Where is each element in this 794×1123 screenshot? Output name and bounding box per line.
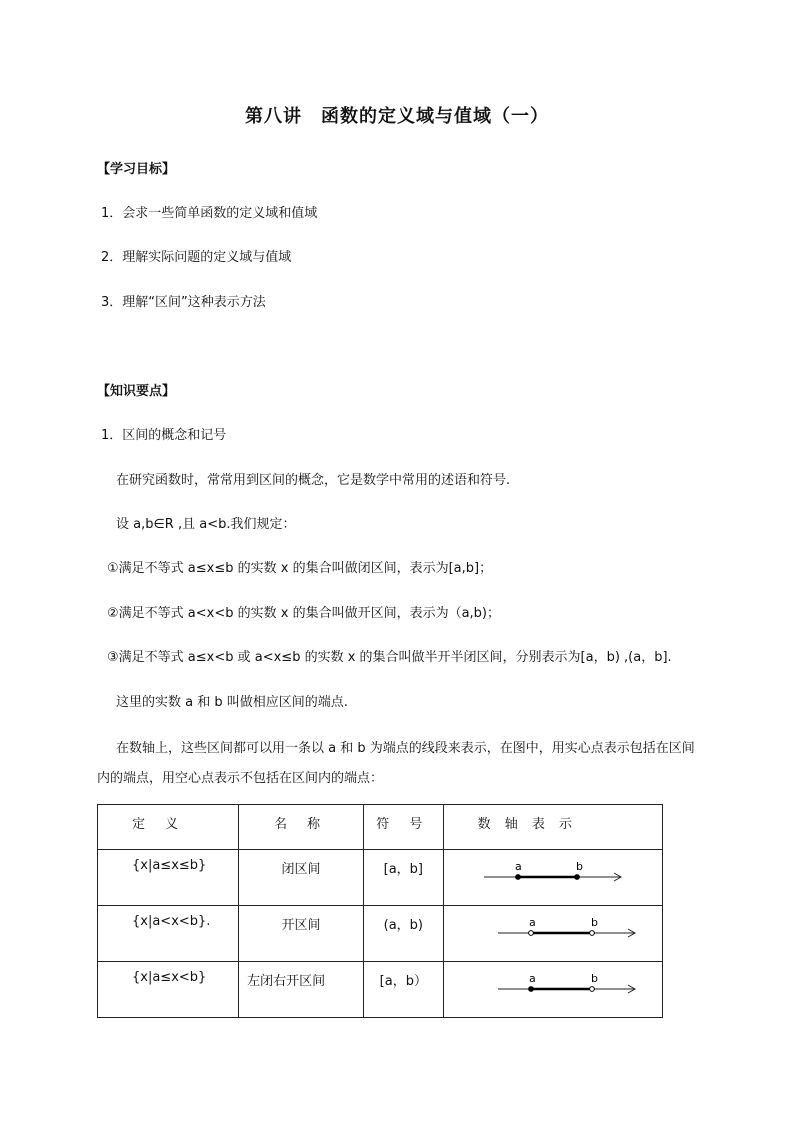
table-row [98, 850, 663, 906]
row-axis [443, 906, 662, 962]
goal-item-3: 3．理解“区间”这种表示方法 [101, 295, 266, 310]
interval-table [97, 804, 663, 1018]
goals-heading: 【学习目标】 [97, 162, 176, 177]
row-axis [443, 850, 662, 906]
endpoint-b [589, 987, 594, 992]
endpoint-b [589, 931, 594, 936]
rule-half-open: ③满足不等式 a≤x<b 或 a<x≤b 的实数 x 的集合叫做半开半闭区间，分别表示为[a，b) ,(a，b]. [107, 650, 672, 665]
goal-item-2: 2．理解实际问题的定义域与值域 [101, 250, 292, 265]
label-b: b [575, 860, 583, 873]
section-title: 1．区间的概念和记号 [101, 428, 227, 443]
label-b: b [590, 972, 598, 985]
row-definition: {x|a<x<b}. [98, 906, 239, 962]
row-symbol: [a，b] [363, 850, 443, 906]
header-symbol: 符 号 [363, 805, 443, 850]
label-a: a [528, 916, 536, 929]
rule-closed: ①满足不等式 a≤x≤b 的实数 x 的集合叫做闭区间，表示为[a,b]； [107, 561, 493, 576]
paragraph-intro: 在研究函数时，常常用到区间的概念，它是数学中常用的述语和符号. [116, 473, 511, 488]
number-line [444, 850, 664, 905]
table-row [98, 962, 663, 1018]
label-b: b [590, 916, 598, 929]
goal-item-1: 1．会求一些简单函数的定义域和值域 [101, 206, 318, 221]
label-a: a [528, 972, 536, 985]
paragraph-setup: 设 a,b∈R ,且 a<b.我们规定： [116, 517, 296, 532]
row-name: 开区间 [239, 906, 364, 962]
row-axis [443, 962, 662, 1018]
row-definition: {x|a≤x<b} [98, 962, 239, 1018]
endpoint-a [528, 931, 533, 936]
row-name: 闭区间 [239, 850, 364, 906]
paragraph-number-line: 在数轴上，这些区间都可以用一条以 a 和 b 为端点的线段来表示，在图中，用实心点表示包括在区间内的端点，用空心点表示不包括在区间内的端点： [97, 741, 695, 786]
number-line [444, 962, 664, 1017]
paragraph-endpoints: 这里的实数 a 和 b 叫做相应区间的端点. [116, 695, 348, 710]
row-definition: {x|a≤x≤b} [98, 850, 239, 906]
number-line [444, 906, 664, 961]
header-axis: 数 轴 表 示 [443, 805, 662, 850]
row-name: 左闭右开区间 [239, 962, 364, 1018]
row-symbol: [a，b） [363, 962, 443, 1018]
table-row [98, 906, 663, 962]
endpoint-b [574, 875, 579, 880]
table-header-row [98, 805, 663, 850]
row-symbol: (a，b) [363, 906, 443, 962]
header-definition: 定 义 [98, 805, 239, 850]
endpoint-a [528, 987, 533, 992]
rule-open: ②满足不等式 a<x<b 的实数 x 的集合叫做开区间，表示为（a,b)； [107, 606, 500, 621]
endpoint-a [515, 875, 520, 880]
page-title: 第八讲 函数的定义域与值域（一） [245, 106, 549, 127]
knowledge-heading: 【知识要点】 [97, 384, 176, 399]
header-name: 名 称 [239, 805, 364, 850]
label-a: a [514, 860, 522, 873]
